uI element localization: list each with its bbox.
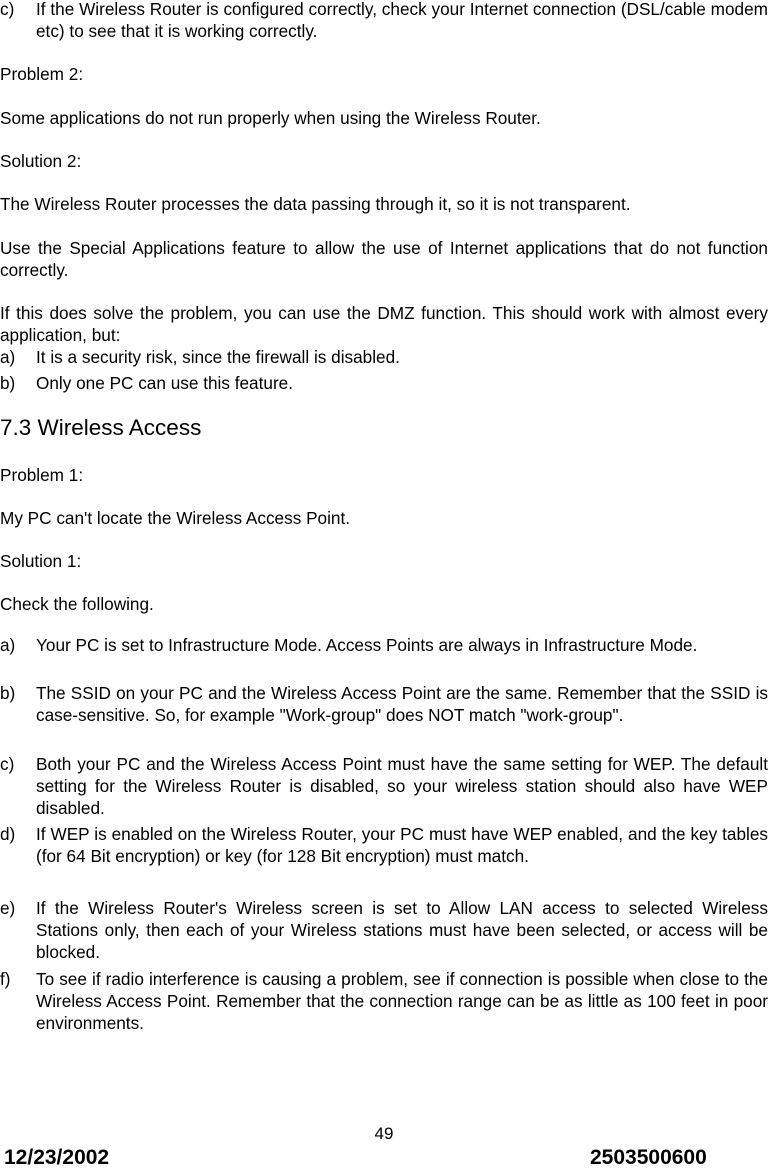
list-label: c) — [0, 754, 15, 774]
list-label: a) — [0, 635, 16, 655]
solution-2-label: Solution 2: — [0, 151, 82, 171]
solution-2-text: The Wireless Router processes the data passing through it, so it is not transparent. — [0, 194, 631, 214]
list-label: c) — [0, 0, 15, 19]
list-label: a) — [0, 347, 16, 367]
list-text: Your PC is set to Infrastructure Mode. Access Points are always in Infrastructure Mode. — [36, 635, 698, 655]
list-text: If WEP is enabled on the Wireless Router, your PC must have WEP enabled, and the key tables (for 64 Bit encryption) or key (for 128 Bit encryption) must match. — [36, 824, 768, 866]
list-text: If the Wireless Router is configured correctly, check your Internet connection (DSL/cable modem etc) to see that it is working correctly. — [36, 0, 768, 41]
list-label: d) — [0, 824, 16, 844]
page-number: 49 — [374, 1124, 394, 1143]
solution-1-label: Solution 1: — [0, 551, 82, 571]
list-label: f) — [0, 969, 11, 989]
list-label: e) — [0, 898, 16, 918]
solution-2-paragraph: Use the Special Applications feature to allow the use of Internet applications that do not function correctly. — [0, 238, 768, 280]
list-text: The SSID on your PC and the Wireless Access Point are the same. Remember that the SSID is case-sensitive. So, for example "Work-group" does NOT match "work-group". — [36, 683, 768, 725]
list-text: Only one PC can use this feature. — [36, 373, 293, 393]
list-text: Both your PC and the Wireless Access Point must have the same setting for WEP. The default setting for the Wireless Router is disabled, so your wireless station should also have WEP disabled. — [36, 754, 768, 818]
problem-2-label: Problem 2: — [0, 64, 84, 84]
list-text: To see if radio interference is causing a problem, see if connection is possible when close to the Wireless Access Point. Remember that the connection range can be as little as 100 feet in poor environments. — [36, 969, 768, 1033]
list-text: If the Wireless Router's Wireless screen is set to Allow LAN access to selected Wireless Stations only, then each of your Wireless stations must have been selected, or access will be blocked. — [36, 898, 768, 962]
problem-2-text: Some applications do not run properly when using the Wireless Router. — [0, 108, 541, 128]
problem-1-text: My PC can't locate the Wireless Access Point. — [0, 508, 351, 528]
footer-date: 12/23/2002 — [4, 1146, 110, 1169]
section-heading: 7.3 Wireless Access — [0, 415, 202, 440]
problem-1-label: Problem 1: — [0, 465, 84, 485]
list-text: It is a security risk, since the firewall is disabled. — [36, 347, 400, 367]
solution-1-text: Check the following. — [0, 594, 154, 614]
footer-document-code: 2503500600 — [590, 1146, 707, 1169]
list-label: b) — [0, 683, 16, 703]
list-label: b) — [0, 373, 16, 393]
solution-2-dmz-paragraph: If this does solve the problem, you can use the DMZ function. This should work with almost every application, but: — [0, 303, 768, 345]
